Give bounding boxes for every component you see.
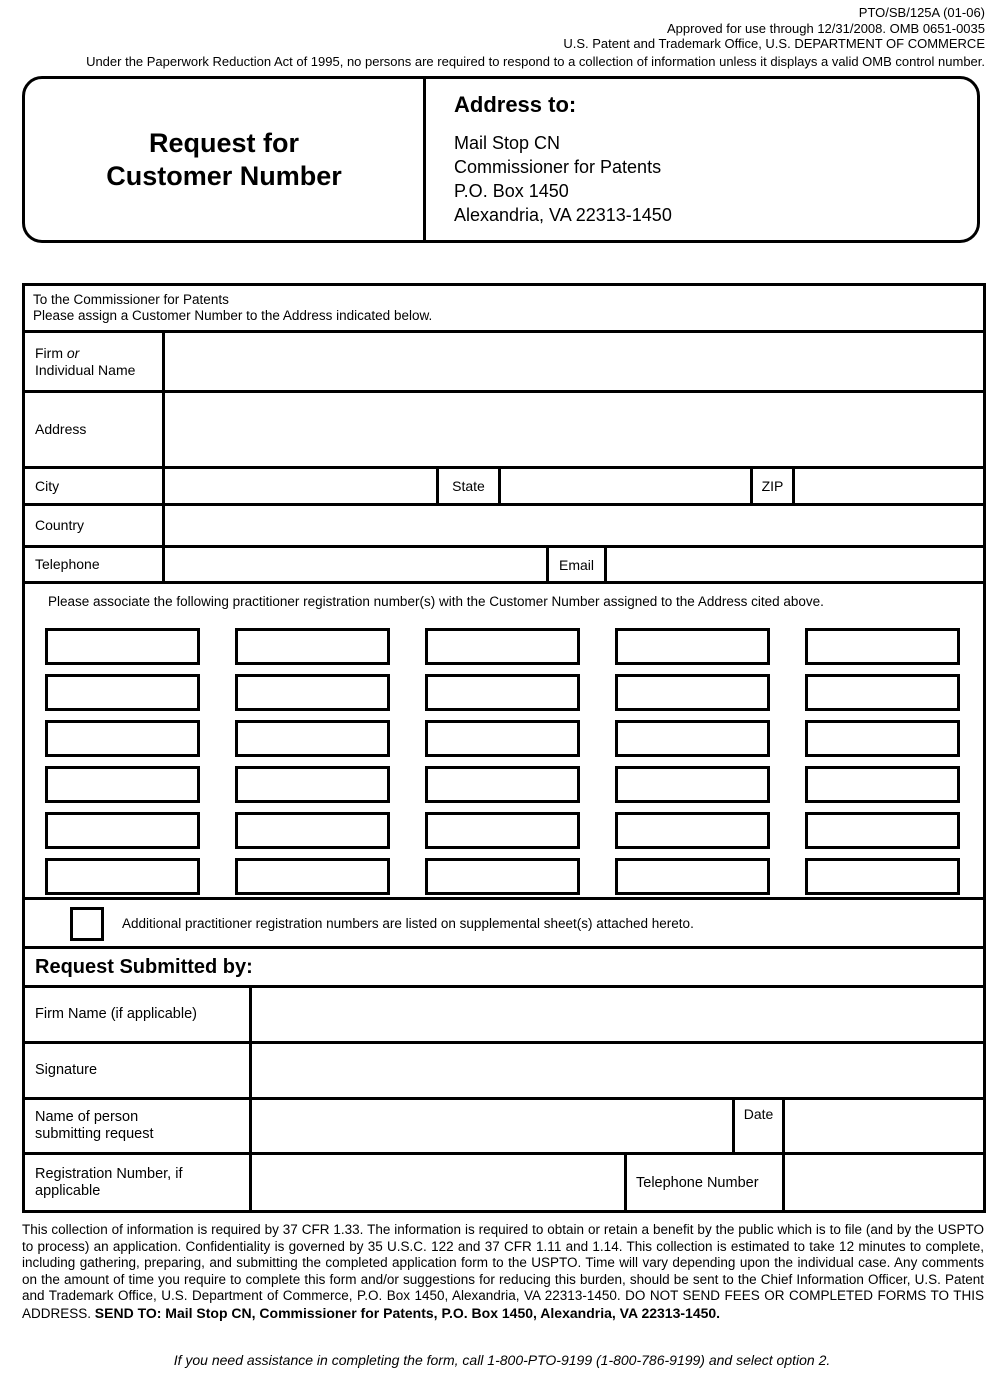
address-field[interactable] — [165, 393, 983, 466]
submitted-firm-name-field[interactable] — [252, 988, 983, 1041]
submitted-firm-name-row — [25, 985, 983, 1041]
country-row — [25, 503, 983, 545]
country-field[interactable] — [165, 506, 983, 545]
mailing-address — [454, 131, 977, 227]
email-label: Email — [546, 548, 607, 581]
practitioner-instruction: Please associate the following practitioner registration number(s) with the Customer Number assigned to the Address cited above. — [48, 594, 824, 609]
registration-number-box[interactable] — [615, 674, 770, 711]
registration-number-field[interactable] — [252, 1155, 624, 1210]
person-date-row — [25, 1097, 983, 1152]
paperwork-reduction-notice: Under the Paperwork Reduction Act of 1995, no persons are required to respond to a collection of information unless it displays a valid OMB control number. — [86, 53, 985, 69]
city-label: City — [25, 469, 165, 503]
telephone-field[interactable] — [165, 548, 546, 581]
form-number: PTO/SB/125A (01-06) — [858, 5, 985, 20]
registration-number-box[interactable] — [425, 674, 580, 711]
registration-number-box[interactable] — [235, 858, 390, 895]
title-box — [22, 76, 980, 243]
signature-field[interactable] — [252, 1044, 983, 1097]
address-row — [25, 390, 983, 466]
registration-number-box[interactable] — [425, 720, 580, 757]
registration-number-label: Registration Number, if applicable — [25, 1155, 252, 1210]
registration-number-box[interactable] — [45, 628, 200, 665]
date-label: Date — [732, 1100, 785, 1152]
state-field[interactable] — [501, 469, 750, 503]
country-label: Country — [25, 506, 165, 545]
firm-name-label: Firm or Individual Name — [25, 333, 165, 390]
privacy-statement — [22, 1222, 984, 1323]
registration-number-box[interactable] — [45, 766, 200, 803]
address-to-heading: Address to: — [454, 92, 577, 117]
registration-number-box[interactable] — [45, 812, 200, 849]
registration-number-box[interactable] — [805, 858, 960, 895]
registration-telephone-row — [25, 1152, 983, 1210]
registration-number-box[interactable] — [615, 858, 770, 895]
registration-number-box[interactable] — [425, 858, 580, 895]
registration-number-box[interactable] — [235, 720, 390, 757]
registration-number-box[interactable] — [805, 812, 960, 849]
registration-number-box[interactable] — [805, 628, 960, 665]
customer-number-form-table — [22, 283, 986, 1213]
signature-label: Signature — [25, 1044, 252, 1097]
registration-number-box[interactable] — [45, 674, 200, 711]
email-field[interactable] — [607, 548, 983, 581]
supplemental-row — [25, 897, 983, 946]
registration-number-box[interactable] — [425, 812, 580, 849]
address-label: Address — [25, 393, 165, 466]
registration-number-box[interactable] — [235, 766, 390, 803]
assistance-note: If you need assistance in completing the form, call 1-800-PTO-9199 (1-800-786-9199) and select option 2. — [173, 1352, 831, 1368]
supplemental-checkbox[interactable] — [70, 907, 104, 941]
form-title-line1: Request for — [148, 127, 300, 158]
firm-name-row — [25, 330, 983, 390]
registration-number-box[interactable] — [615, 766, 770, 803]
firm-name-field[interactable] — [165, 333, 983, 390]
telephone-label: Telephone — [25, 548, 165, 581]
registration-grid — [25, 581, 983, 897]
registration-number-box[interactable] — [805, 720, 960, 757]
date-field[interactable] — [785, 1100, 983, 1152]
approval-line: Approved for use through 12/31/2008. OMB 0651-0035 — [667, 20, 985, 36]
mailing-address-line: P.O. Box 1450 — [454, 181, 569, 201]
send-to-statement: SEND TO: Mail Stop CN, Commissioner for Patents, P.O. Box 1450, Alexandria, VA 22313-1450. — [94, 1304, 721, 1321]
department-line: U.S. Patent and Trademark Office, U.S. DEPARTMENT OF COMMERCE — [563, 36, 985, 51]
registration-number-box[interactable] — [615, 720, 770, 757]
registration-number-box[interactable] — [235, 674, 390, 711]
mailing-address-line: Alexandria, VA 22313-1450 — [454, 205, 672, 225]
form-title-line2: Customer Number — [106, 160, 342, 191]
mailing-address-line: Commissioner for Patents — [454, 157, 662, 177]
mailing-address-block — [426, 79, 977, 240]
telephone-email-row — [25, 545, 983, 581]
registration-number-box[interactable] — [805, 766, 960, 803]
form-meta — [20, 5, 985, 69]
form-title — [25, 79, 426, 240]
telephone-number-label: Telephone Number — [624, 1155, 785, 1210]
intro-line2: Please assign a Customer Number to the Address indicated below. — [33, 308, 433, 323]
supplemental-note: Additional practitioner registration numbers are listed on supplemental sheet(s) attached hereto. — [122, 915, 694, 931]
city-field[interactable] — [165, 469, 436, 503]
state-label: State — [436, 469, 501, 503]
mailing-address-line: Mail Stop CN — [454, 133, 561, 153]
registration-number-box[interactable] — [615, 628, 770, 665]
signature-row — [25, 1041, 983, 1097]
person-name-label: Name of person submitting request — [25, 1100, 252, 1152]
registration-number-box[interactable] — [45, 858, 200, 895]
intro-text — [25, 286, 983, 330]
telephone-number-field[interactable] — [785, 1155, 983, 1210]
registration-number-box[interactable] — [425, 766, 580, 803]
request-submitted-by-heading: Request Submitted by: — [25, 946, 983, 985]
registration-number-box[interactable] — [615, 812, 770, 849]
zip-field[interactable] — [795, 469, 983, 503]
registration-number-box[interactable] — [425, 628, 580, 665]
person-name-field[interactable] — [252, 1100, 732, 1152]
intro-line1: To the Commissioner for Patents — [33, 292, 229, 307]
registration-number-box[interactable] — [235, 812, 390, 849]
registration-number-box[interactable] — [45, 720, 200, 757]
city-state-zip-row — [25, 466, 983, 503]
submitted-firm-name-label: Firm Name (if applicable) — [25, 988, 252, 1041]
privacy-statement-text: This collection of information is required by 37 CFR 1.33. The information is required to obtain or retain a benefit by the public which is to file (and by the USPTO to process) an application. Confidentiality is governed by 35 U.S.C. 122 and 37 CFR 1.11 and 1.14. This collection is estimated to take 12 minutes to complete, including gathering, preparing, and submitting the completed application form to the USPTO. Time will vary depending upon the individual case. Any comments on the amount of time you require to complete this form and/or suggestions for reducing this burden, should be sent to the Chief Information Officer, U.S. Patent and Trademark Office, U.S. Department of Commerce, P.O. Box 1450, Alexandria, VA 22313-1450. DO NOT SEND FEES OR COMPLETED FORMS TO THIS ADDRESS. — [22, 1222, 984, 1321]
registration-number-box[interactable] — [805, 674, 960, 711]
registration-number-box[interactable] — [235, 628, 390, 665]
zip-label: ZIP — [750, 469, 795, 503]
